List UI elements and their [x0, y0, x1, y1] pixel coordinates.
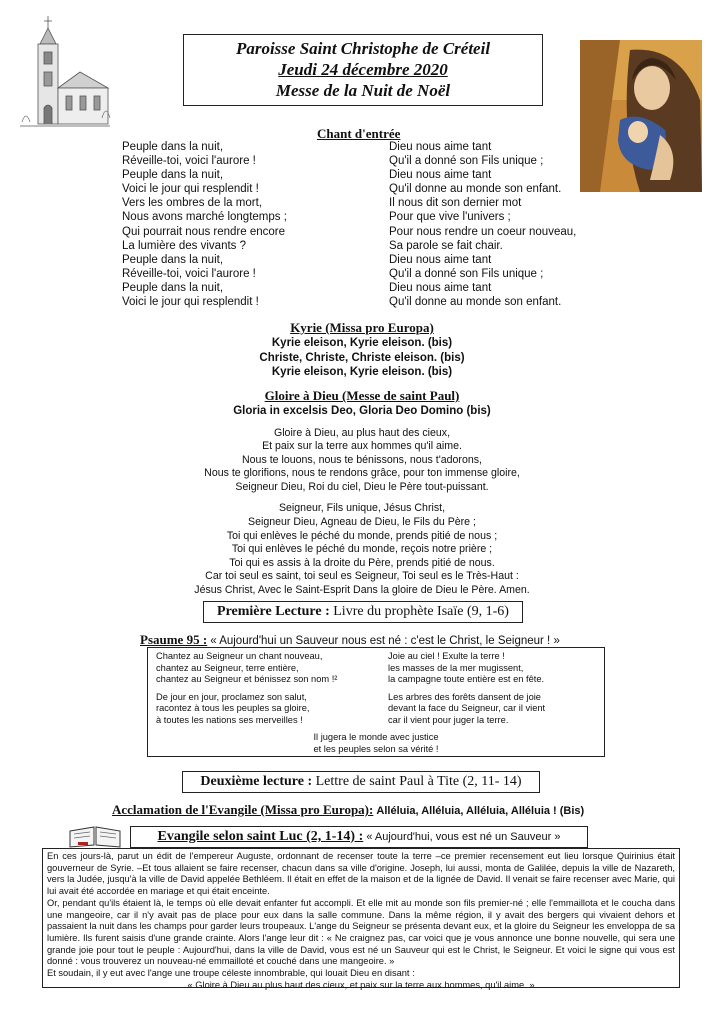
gloria-line: Car toi seul es saint, toi seul es Seigneur, Toi seul es le Très-Haut :: [205, 570, 519, 583]
psalm-antiphon: « Aujourd'hui un Sauveur nous est né : c'est le Christ, le Seigneur ! »: [210, 635, 560, 647]
gospel-closing: « Gloire à Dieu au plus haut des cieux, et paix sur la terre aux hommes, qu'il aime. »: [187, 979, 535, 990]
gloria-line: Nous te glorifions, nous te rendons grâce, pour ton immense gloire,: [204, 467, 520, 480]
verse-line: Qu'il donne au monde son enfant.: [389, 183, 562, 196]
gloria-line: Gloire à Dieu, au plus haut des cieux,: [273, 426, 451, 439]
acclamation: [112, 802, 672, 818]
gloria-line: Toi qui es assis à la droite du Père, prends pitié de nous.: [229, 556, 495, 569]
psalm-left-column: [156, 651, 337, 727]
parish-title: Paroisse Saint Christophe de Créteil: [235, 39, 491, 58]
verse-line: Nous avons marché longtemps ;: [122, 211, 287, 224]
psalm-line: les masses de la mer mugissent,: [388, 662, 524, 673]
psalm-line: et les peuples selon sa vérité !: [313, 743, 439, 754]
entrance-title: Chant d'entrée: [317, 126, 401, 141]
second-reading-box: [182, 771, 540, 793]
verse-line: Qui pourrait nous rendre encore: [122, 225, 286, 238]
gloria-line: Toi qui enlèves le péché du monde, reçois notre prière ;: [231, 543, 493, 556]
first-reading-label: Première Lecture :: [217, 604, 330, 619]
entrance-left-column: [122, 140, 287, 309]
gospel-paragraph: Et soudain, il y eut avec l'ange une troupe céleste innombrable, qui louait Dieu en disant :: [47, 968, 415, 979]
gospel-text-box: [42, 848, 680, 988]
psalm-heading: [140, 632, 600, 648]
gloria-line: Seigneur, Fils unique, Jésus Christ,: [278, 502, 446, 515]
psalm-line: à toutes les nations ses merveilles !: [156, 714, 303, 725]
kyrie-line: Kyrie eleison, Kyrie eleison. (bis): [271, 337, 453, 349]
verse-line: Peuple dans la nuit,: [122, 253, 224, 266]
psalm-line: Il jugera le monde avec justice: [313, 732, 439, 742]
psalm-label: Psaume 95 :: [140, 632, 208, 647]
psalm-right-column: [388, 651, 545, 727]
verse-line: Sa parole se fait chair.: [389, 239, 503, 252]
gloria-line: Seigneur Dieu, Agneau de Dieu, le Fils du Père ;: [248, 516, 476, 529]
kyrie-section: [150, 320, 574, 380]
gloria-refrain: Gloria in excelsis Deo, Gloria Deo Domino (bis): [233, 405, 491, 417]
mass-date: Jeudi 24 décembre 2020: [278, 60, 448, 79]
gloria-line: Seigneur Dieu, Roi du ciel, Dieu le Père tout-puissant.: [235, 480, 489, 493]
psalm-line: devant la face du Seigneur, car il vient: [388, 703, 546, 714]
gloria-stanza-2: [110, 502, 614, 597]
psalm-line: De jour en jour, proclamez son salut,: [156, 691, 307, 702]
verse-line: Pour nous rendre un coeur nouveau,: [389, 225, 577, 238]
kyrie-line: Kyrie eleison, Kyrie eleison. (bis): [271, 366, 453, 378]
gloria-line: Nous te louons, nous te bénissons, nous t'adorons,: [242, 453, 482, 466]
acclamation-text: Alléluia, Alléluia, Alléluia, Alléluia ! (Bis): [376, 805, 585, 817]
psalm-box: [147, 647, 605, 757]
verse-line: La lumière des vivants ?: [122, 239, 247, 252]
psalm-line: chantez au Seigneur, terre entière,: [156, 662, 299, 673]
verse-line: Qu'il a donné son Fils unique ;: [389, 267, 544, 280]
verse-line: Dieu nous aime tant: [389, 141, 492, 153]
verse-line: Dieu nous aime tant: [389, 169, 492, 182]
verse-line: Réveille-toi, voici l'aurore !: [122, 267, 256, 280]
gospel-title-box: [130, 826, 588, 848]
gloria-line: Jésus Christ, Avec le Saint-Esprit Dans la gloire de Dieu le Père. Amen.: [194, 584, 530, 597]
verse-line: Voici le jour qui resplendit !: [122, 183, 259, 196]
verse-line: Qu'il a donné son Fils unique ;: [389, 155, 544, 168]
first-reading-box: [203, 601, 523, 623]
gospel-subtitle: « Aujourd'hui, vous est né un Sauveur »: [366, 831, 561, 843]
psalm-line: racontez à tous les peuples sa gloire,: [156, 703, 310, 714]
psalm-final: [148, 732, 604, 755]
gloria-stanza-1: [110, 427, 614, 495]
verse-line: Peuple dans la nuit,: [122, 169, 224, 182]
verse-line: Dieu nous aime tant: [389, 281, 492, 294]
gloria-line: Et paix sur la terre aux hommes qu'il aime.: [262, 440, 462, 453]
mass-name: Messe de la Nuit de Noël: [275, 81, 451, 100]
gospel-paragraph: En ces jours-là, parut un édit de l'empereur Auguste, ordonnant de recenser toute la terre –ce premier recensement eut lieu lorsque Quirinius était gouverneur de Syrie. –Et tous allaient se faire recenser, chacun dans sa ville d'origine. Joseph, lui aussi, monta de Galilée, depuis la ville de Nazareth, vers la Judée, jusqu'à la ville de David appelée Bethléem. Il était en effet de la maison et de la lignée de David. Il venait se faire recenser avec Marie, qui lui avait été accordée en mariage et qui était enceinte.: [47, 851, 675, 897]
verse-line: Qu'il donne au monde son enfant.: [389, 296, 562, 309]
open-book-icon: [66, 823, 124, 849]
psalm-line: car il vient pour juger la terre.: [388, 714, 509, 725]
kyrie-line: Christe, Christe, Christe eleison. (bis): [259, 351, 465, 364]
verse-line: Dieu nous aime tant: [389, 253, 492, 266]
gloria-line: Toi qui enlèves le péché du monde, prends pitié de nous ;: [226, 529, 498, 542]
first-reading-text: Livre du prophète Isaïe (9, 1-6): [333, 604, 509, 619]
gospel-paragraph: Or, pendant qu'ils étaient là, le temps où elle devait enfanter fut accompli. Et elle mit au monde son fils premier-né ; elle l'emmaillota et le coucha dans une mangeoire, car il n'y avait pas de place pour eux dans la salle commune. Dans la même région, il y avait des bergers qui vivaient dehors et passaient la nuit dans les champs pour garder leurs troupeaux. L'ange du Seigneur se présenta devant eux, et la gloire du Seigneur les enveloppa de sa lumière. Ils furent saisis d'une grande crainte. Alors l'ange leur dit : « Ne craignez pas, car voici que je vous annonce une bonne nouvelle, qui sera une grande joie pour tout le peuple : Aujourd'hui, dans la ville de David, vous est né un Sauveur qui est le Christ, le Seigneur. Et voici le signe qui vous est donné : vous trouverez un nouveau-né emmailloté et couché dans une mangeoire. »: [47, 897, 675, 967]
gospel-label: Evangile selon saint Luc (2, 1-14) :: [157, 829, 364, 844]
verse-line: Pour que vive l'univers ;: [389, 211, 511, 224]
verse-line: Peuple dans la nuit,: [122, 141, 224, 153]
psalm-line: Les arbres des forêts dansent de joie: [388, 691, 541, 702]
madonna-painting: [580, 40, 702, 192]
psalm-line: la campagne toute entière est en fête.: [388, 674, 545, 685]
verse-line: Il nous dit son dernier mot: [389, 197, 522, 210]
psalm-line: chantez au Seigneur et bénissez son nom !²: [156, 674, 338, 685]
psalm-line: Joie au ciel ! Exulte la terre !: [388, 651, 505, 661]
verse-line: Réveille-toi, voici l'aurore !: [122, 155, 256, 168]
verse-line: Voici le jour qui resplendit !: [122, 296, 259, 309]
verse-line: Peuple dans la nuit,: [122, 281, 224, 294]
gloria-section: [110, 388, 614, 598]
psalm-line: Chantez au Seigneur un chant nouveau,: [156, 651, 323, 661]
gloria-title: Gloire à Dieu (Messe de saint Paul): [264, 388, 460, 403]
entrance-right-column: [389, 140, 576, 309]
second-reading-text: Lettre de saint Paul à Tite (2, 11- 14): [315, 774, 522, 789]
acclamation-label: Acclamation de l'Evangile (Missa pro Europa):: [112, 802, 374, 817]
church-illustration: [18, 14, 111, 136]
title-box: [183, 34, 543, 106]
kyrie-title: Kyrie (Missa pro Europa): [290, 320, 434, 335]
verse-line: Vers les ombres de la mort,: [122, 197, 262, 210]
second-reading-label: Deuxième lecture :: [200, 774, 313, 789]
